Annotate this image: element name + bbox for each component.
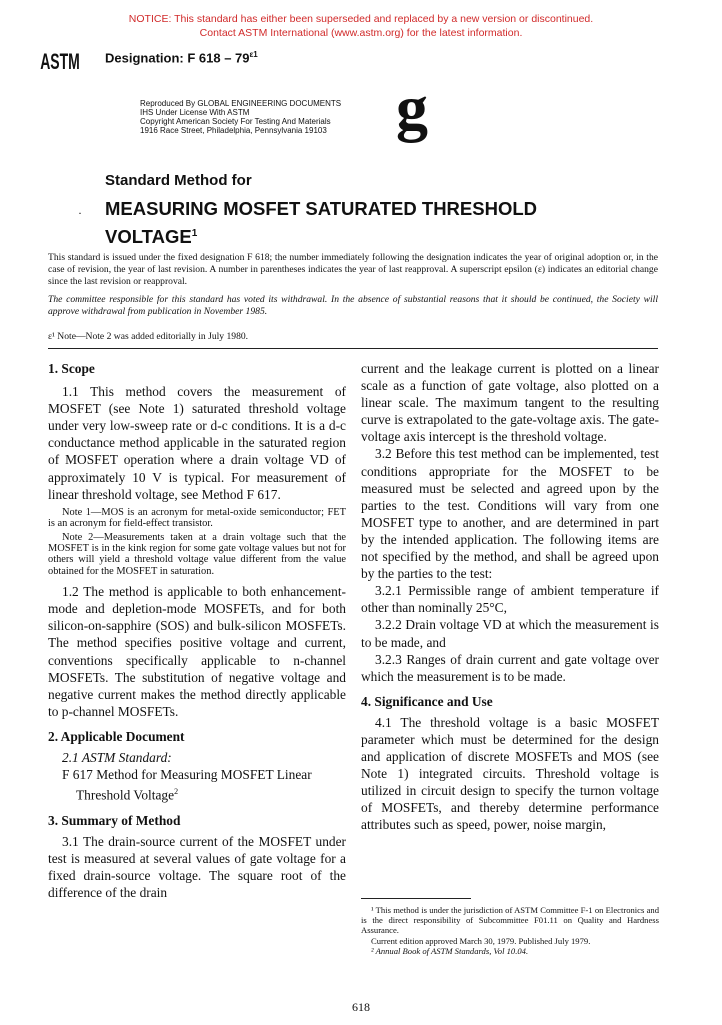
document-title: [105, 196, 537, 249]
footnote-2: ² Annual Book of ASTM Standards, Vol 10.04.: [371, 945, 529, 956]
title-line-2: VOLTAGE: [105, 226, 192, 248]
title-line-1: MEASURING MOSFET SATURATED THRESHOLD: [105, 198, 538, 219]
astm-logo: [40, 40, 80, 82]
left-column: [48, 360, 346, 901]
reference-f617-text: F 617 Method for Measuring MOSFET Linear Threshold Voltage: [62, 767, 312, 803]
designation: [105, 50, 258, 65]
repro-line: IHS Under License With ASTM: [140, 108, 250, 117]
section-4-heading: 4. Significance and Use: [361, 693, 493, 709]
footnote-1: ¹ This method is under the jurisdiction of ASTM Committee F-1 on Electronics and is the direct responsibility of Subcommittee F01.11 on Quality and Hardness Assurance.: [361, 905, 659, 936]
divider: [48, 348, 658, 349]
section-1-heading: 1. Scope: [48, 361, 95, 376]
repro-line: 1916 Race Street, Philadelphia, Pennsylvania 19103: [140, 126, 327, 135]
paragraph-2-1: 2.1 ASTM Standard:: [62, 750, 172, 766]
paragraph-3-2: 3.2 Before this test method can be implemented, test conditions appropriate for the MOSFET to be measured must be selected and agreed upon by the parties to the test. Conditions will vary from one MOSFET type to another, and are determined in part by the intended application. The following items are not specified by the method, and shall be agreed upon by the parties to the test:: [361, 446, 659, 582]
paragraph-1-1: 1.1 This method covers the measurement of MOSFET (see Note 1) saturated threshold voltage under very low-sweep rate or d-c conditions. It is a d-c conductance method applicable in the saturated region of MOSFET operation where a drain voltage VD of approximately 10 V is typical. For measurement of linear threshold voltage, see Method F 617.: [48, 384, 346, 502]
footnote-1-edition: Current edition approved March 30, 1979. Published July 1979.: [371, 935, 591, 946]
astm-logo-text: ASTM: [40, 48, 80, 74]
paragraph-3-1-continued: current and the leakage current is plotted on a linear scale as a function of gate voltage, also plotted on a linear scale. The maximum tangent to the resulting curve is extrapolated to the gate-voltage axis. The gate-voltage axis intercept is the threshold voltage.: [361, 361, 659, 445]
paragraph-3-1: 3.1 The drain-source current of the MOSFET under test is measured at several values of gate voltage for a fixed drain-source voltage. The square root of the difference of the drain: [48, 833, 346, 901]
editorial-note: ε¹ Note—Note 2 was added editorially in July 1980.: [48, 331, 249, 342]
section-2-heading: 2. Applicable Document: [48, 728, 185, 744]
standard-type: Standard Method for: [105, 172, 252, 189]
footnotes: [361, 905, 659, 956]
footnote-rule: [361, 898, 471, 899]
paragraph-4-1: 4.1 The threshold voltage is a basic MOSFET parameter which must be determined for the design and application of discrete MOSFETs and MOS (see Note 1) integrated circuits. Threshold voltage is utilized in circuit design to specify the turnon voltage of MOSFETs, and thereby determine performance attributes such as speed, power, noise margin,: [361, 714, 659, 833]
paragraph-3-2-1: 3.2.1 Permissible range of ambient temperature if other than nominally 25°C,: [361, 583, 659, 616]
notice-line-2: Contact ASTM International (www.astm.org) for the latest information.: [199, 27, 523, 39]
note-2: Note 2—Measurements taken at a drain voltage such that the MOSFET is in the kink region for some gate voltage values but not for others will yield a threshold voltage value different from the value obtained for the MOSFET in saturation.: [48, 531, 346, 577]
reference-footnote-ref: 2: [174, 787, 179, 797]
paragraph-3-2-2: 3.2.2 Drain voltage VD at which the measurement is to be made, and: [361, 617, 659, 650]
note-1: Note 1—MOS is an acronym for metal-oxide semiconductor; FET is an acronym for field-effect transistor.: [48, 506, 346, 530]
page-number: 618: [352, 1000, 370, 1014]
withdrawal-statement: The committee responsible for this standard has voted its withdrawal. In the absence of substantial reasons that it should be continued, the Society will approve withdrawal from publication in November 1985.: [48, 294, 658, 317]
title-footnote-ref: 1: [191, 228, 198, 239]
section-3-heading: 3. Summary of Method: [48, 812, 181, 828]
issuance-statement: This standard is issued under the fixed designation F 618; the number immediately following the designation indicates the year of original adoption or, in the case of revision, the year of last revision. A number in parentheses indicates the year of last reapproval. A superscript epsilon (ε) indicates an editorial change since the last revision or reapproval.: [48, 252, 658, 287]
repro-line: Copyright American Society For Testing And Materials: [140, 117, 331, 126]
repro-line: Reproduced By GLOBAL ENGINEERING DOCUMENTS: [140, 99, 342, 108]
reference-f617: [48, 766, 346, 804]
paragraph-3-2-3: 3.2.3 Ranges of drain current and gate voltage over which the measurement is to be made.: [361, 651, 659, 684]
designation-superscript: ε1: [249, 50, 258, 59]
notice-line-1: NOTICE: This standard has either been superseded and replaced by a new version or discontinued.: [128, 13, 594, 25]
right-column: [361, 360, 659, 834]
stray-mark: ·: [78, 206, 82, 220]
reproduction-notice: [140, 99, 341, 135]
paragraph-1-2: 1.2 The method is applicable to both enhancement-mode and depletion-mode MOSFETs, and for both silicon-on-sapphire (SOS) and bulk-silicon MOSFETs. The method specifies positive voltage and current, conventions specifically applicable to n-channel MOSFETs. The substitution of negative voltage and negative current makes the method directly applicable to p-channel MOSFETs.: [48, 584, 346, 719]
designation-text: Designation: F 618 – 79: [105, 50, 250, 66]
g-mark: g: [396, 72, 428, 143]
